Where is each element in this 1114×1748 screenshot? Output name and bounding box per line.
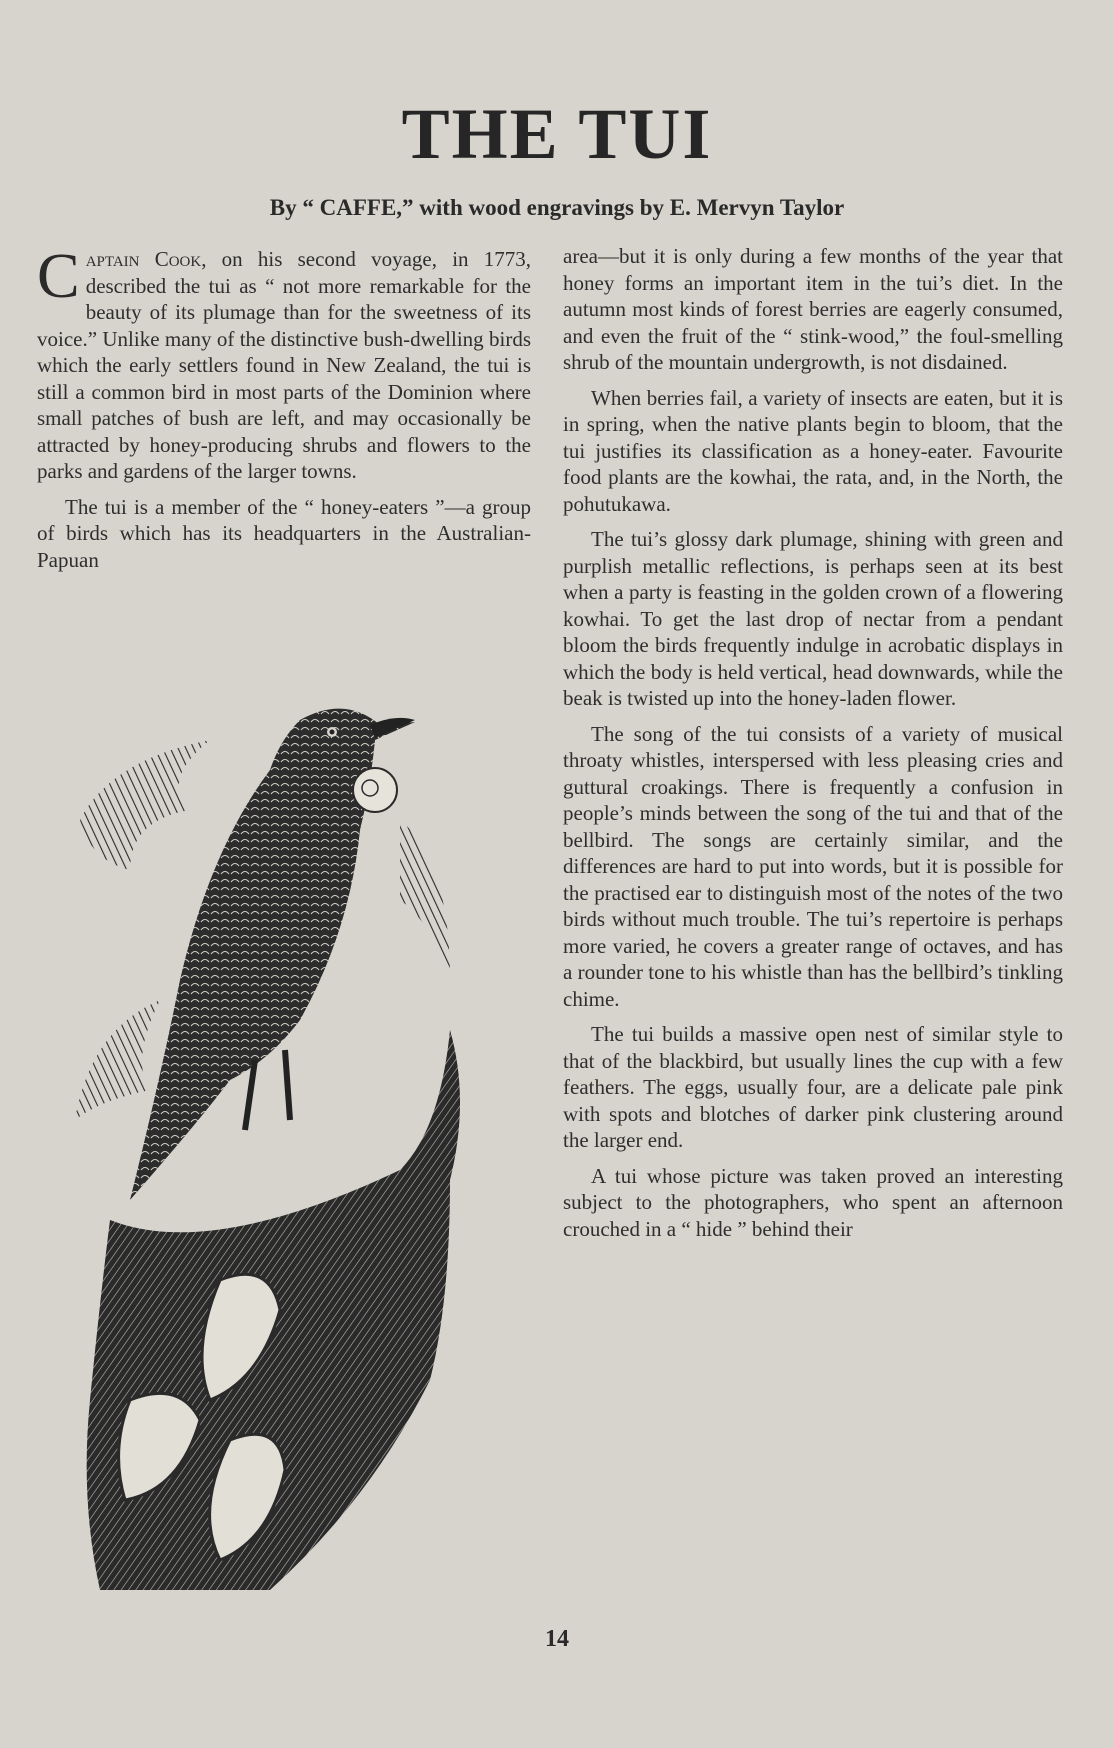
foliage-left-upper — [80, 740, 210, 870]
tui-beak — [370, 718, 415, 738]
article-title: THE TUI — [401, 94, 713, 174]
foliage-right — [400, 820, 450, 980]
byline: By “ CAFFE,” with wood engravings by E. Mervyn Taylor — [269, 195, 845, 220]
paragraph-3: When berries fail, a variety of insects are eaten, but it is in spring, when the native plants begin to bloom, that the tui justifies its classification as a honey-eater. Favourite food plants are the kowhai, the rata, and, in the North, the pohutukawa. — [563, 385, 1063, 516]
page-number: 14 — [545, 1626, 569, 1652]
foliage-left-lower — [75, 1000, 160, 1120]
paragraph-2-continued: area—but it is only during a few months of the year that honey forms an important item in the tui’s diet. In the autumn most kinds of forest berries are eagerly consumed, and even the fruit of the “ stink-wood,” the foul-smelling shrub of the mountain undergrowth, is not disdained. — [563, 244, 1063, 374]
paragraph-1 — [37, 240, 531, 485]
paragraph-1-text: on his second voyage, in 1773, described the tui as “ not more remarkable for the beauty of its plumage than for the sweetness of its voice.” Unlike many of the distinctive bush-dwelling birds which the early settlers found in New Zealand, the tui is still a common bird in most parts of the Dominion where small patches of bush are left, and may occasionally be attracted by honey-producing shrubs and flowers to the parks and gardens of the larger towns. — [37, 247, 531, 483]
paragraph-5: The song of the tui consists of a variety of musical throaty whistles, interspersed with less pleasing cries and guttural croakings. There is frequently a confusion in people’s minds between the song of the tui and that of the bellbird. The songs are certainly similar, and the differences are hard to put into words, but it is possible for the practised ear to distinguish most of the notes of the two birds without much trouble. The tui’s repertoire is perhaps more varied, he covers a greater range of octaves, and has a rounder tone to his whistle than has the bellbird’s tinkling chime. — [563, 721, 1063, 1011]
left-column — [37, 240, 531, 582]
tui-legs — [245, 1050, 290, 1130]
drop-cap: C — [37, 240, 80, 311]
paragraph-4: The tui’s glossy dark plumage, shining with green and purplish metallic reflections, is perhaps seen at its best when a party is feasting in the golden crown of a flowering kowhai. To get the last drop of nectar from a pendant bloom the birds frequently indulge in acrobatic displays in which the body is held vertical, head downwards, while the beak is twisted up into the honey-laden flower. — [563, 527, 1063, 710]
paragraph-7: A tui whose picture was taken proved an interesting subject to the photographers, who spent an afternoon crouched in a “ hide ” behind their — [563, 1163, 1063, 1241]
opening-smallcaps: aptain Cook, — [85, 247, 207, 271]
tui-wood-engraving — [70, 700, 510, 1595]
throat-tuft — [353, 768, 397, 812]
paragraph-6: The tui builds a massive open nest of similar style to that of the blackbird, but usually lines the cup with a few feathers. The eggs, usually four, are a delicate pale pink with spots and blotches of darker pink clustering around the larger end. — [563, 1022, 1063, 1152]
paragraph-2-start: The tui is a member of the “ honey-eaters ”—a group of birds which has its headquarters in the Australian-Papuan — [37, 494, 531, 572]
right-column — [563, 243, 1063, 1251]
